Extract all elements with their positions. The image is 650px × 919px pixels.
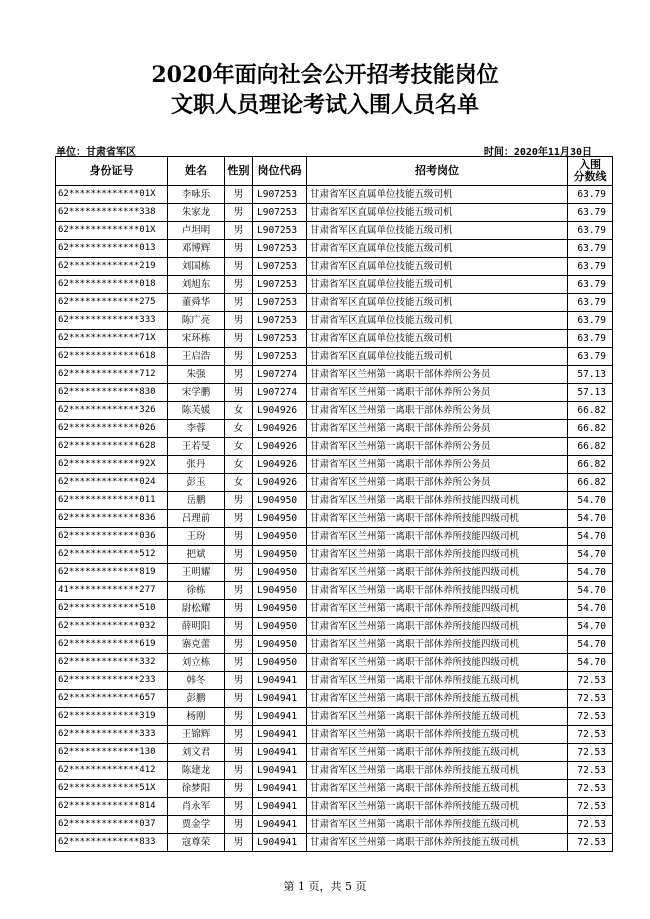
cell-gender: 男 (225, 600, 253, 618)
cell-score: 63.79 (568, 294, 613, 312)
cell-gender: 女 (225, 474, 253, 492)
cell-position: 甘肃省军区兰州第一离职干部休养所技能五级司机 (307, 798, 568, 816)
cell-score: 63.79 (568, 348, 613, 366)
cell-code: L904950 (253, 546, 307, 564)
table-row (56, 420, 613, 438)
cell-gender: 女 (225, 438, 253, 456)
cell-position: 甘肃省军区兰州第一离职干部休养所技能五级司机 (307, 780, 568, 798)
cell-code: L904950 (253, 564, 307, 582)
cell-position: 甘肃省军区直属单位技能五级司机 (307, 186, 568, 204)
header-score-line1: 入围 (579, 158, 601, 171)
cell-name: 岳鹏 (168, 492, 225, 510)
table-row (56, 204, 613, 222)
table-row (56, 402, 613, 420)
table-row (56, 186, 613, 204)
table-row (56, 654, 613, 672)
cell-name: 尉松耀 (168, 600, 225, 618)
cell-name: 把斌 (168, 546, 225, 564)
cell-id: 62*************233 (56, 672, 168, 690)
cell-id: 62*************219 (56, 258, 168, 276)
cell-id: 62*************412 (56, 762, 168, 780)
cell-id: 62*************01X (56, 222, 168, 240)
cell-position: 甘肃省军区直属单位技能五级司机 (307, 222, 568, 240)
cell-position: 甘肃省军区兰州第一离职干部休养所技能四级司机 (307, 528, 568, 546)
table-row (56, 528, 613, 546)
cell-position: 甘肃省军区直属单位技能五级司机 (307, 276, 568, 294)
cell-score: 57.13 (568, 384, 613, 402)
cell-id: 62*************032 (56, 618, 168, 636)
cell-code: L904941 (253, 708, 307, 726)
cell-gender: 男 (225, 186, 253, 204)
cell-id: 62*************338 (56, 204, 168, 222)
cell-gender: 男 (225, 708, 253, 726)
cell-position: 甘肃省军区直属单位技能五级司机 (307, 204, 568, 222)
cell-name: 贾金学 (168, 816, 225, 834)
cell-score: 63.79 (568, 240, 613, 258)
table-row (56, 726, 613, 744)
cell-score: 54.70 (568, 546, 613, 564)
cell-score: 72.53 (568, 780, 613, 798)
cell-gender: 男 (225, 546, 253, 564)
cell-id: 62*************326 (56, 402, 168, 420)
cell-score: 63.79 (568, 276, 613, 294)
cell-gender: 男 (225, 564, 253, 582)
cell-gender: 男 (225, 780, 253, 798)
cell-name: 刘文君 (168, 744, 225, 762)
table-row (56, 834, 613, 852)
table-row (56, 762, 613, 780)
table-row (56, 708, 613, 726)
cell-gender: 男 (225, 492, 253, 510)
cell-position: 甘肃省军区兰州第一离职干部休养所公务员 (307, 366, 568, 384)
cell-score: 63.79 (568, 258, 613, 276)
cell-code: L904941 (253, 762, 307, 780)
cell-code: L907274 (253, 366, 307, 384)
cell-name: 王锦辉 (168, 726, 225, 744)
cell-score: 72.53 (568, 762, 613, 780)
cell-position: 甘肃省军区直属单位技能五级司机 (307, 258, 568, 276)
cell-code: L904941 (253, 780, 307, 798)
cell-id: 62*************657 (56, 690, 168, 708)
cell-position: 甘肃省军区兰州第一离职干部休养所技能五级司机 (307, 726, 568, 744)
cell-gender: 男 (225, 654, 253, 672)
table-row (56, 672, 613, 690)
cell-id: 62*************319 (56, 708, 168, 726)
cell-id: 62*************130 (56, 744, 168, 762)
cell-position: 甘肃省军区兰州第一离职干部休养所技能四级司机 (307, 636, 568, 654)
table-row (56, 312, 613, 330)
cell-gender: 男 (225, 528, 253, 546)
cell-code: L904941 (253, 816, 307, 834)
cell-gender: 男 (225, 636, 253, 654)
cell-gender: 男 (225, 312, 253, 330)
header-id: 身份证号 (56, 157, 168, 186)
cell-gender: 男 (225, 762, 253, 780)
cell-name: 宋环栋 (168, 330, 225, 348)
cell-gender: 男 (225, 276, 253, 294)
cell-score: 72.53 (568, 672, 613, 690)
table-row (56, 780, 613, 798)
cell-name: 吕理前 (168, 510, 225, 528)
cell-id: 62*************036 (56, 528, 168, 546)
cell-name: 王明耀 (168, 564, 225, 582)
cell-position: 甘肃省军区兰州第一离职干部休养所公务员 (307, 456, 568, 474)
cell-gender: 女 (225, 420, 253, 438)
cell-name: 徐梦阳 (168, 780, 225, 798)
cell-name: 卢坦明 (168, 222, 225, 240)
cell-id: 62*************712 (56, 366, 168, 384)
cell-code: L907253 (253, 348, 307, 366)
cell-code: L904950 (253, 636, 307, 654)
cell-gender: 男 (225, 204, 253, 222)
header-score-line2: 分数线 (573, 170, 607, 183)
table-row (56, 744, 613, 762)
cell-code: L904926 (253, 456, 307, 474)
cell-gender: 男 (225, 294, 253, 312)
cell-score: 54.70 (568, 654, 613, 672)
cell-gender: 女 (225, 402, 253, 420)
cell-name: 彭鹏 (168, 690, 225, 708)
header-score (568, 157, 613, 186)
cell-code: L904950 (253, 618, 307, 636)
cell-name: 王启浩 (168, 348, 225, 366)
table-row (56, 474, 613, 492)
cell-id: 62*************814 (56, 798, 168, 816)
cell-name: 薛明阳 (168, 618, 225, 636)
cell-name: 朱家龙 (168, 204, 225, 222)
cell-gender: 男 (225, 240, 253, 258)
table-row (56, 798, 613, 816)
cell-gender: 男 (225, 222, 253, 240)
header-code: 岗位代码 (253, 157, 307, 186)
cell-id: 62*************011 (56, 492, 168, 510)
cell-code: L904926 (253, 474, 307, 492)
cell-gender: 男 (225, 618, 253, 636)
cell-id: 62*************332 (56, 654, 168, 672)
table-row (56, 366, 613, 384)
cell-score: 72.53 (568, 798, 613, 816)
cell-name: 韩冬 (168, 672, 225, 690)
cell-gender: 男 (225, 366, 253, 384)
cell-position: 甘肃省军区兰州第一离职干部休养所技能五级司机 (307, 816, 568, 834)
table-row (56, 258, 613, 276)
cell-code: L904950 (253, 654, 307, 672)
cell-gender: 男 (225, 744, 253, 762)
cell-id: 41*************277 (56, 582, 168, 600)
cell-gender: 女 (225, 456, 253, 474)
cell-name: 刘旭东 (168, 276, 225, 294)
cell-name: 刘立栋 (168, 654, 225, 672)
cell-code: L904941 (253, 672, 307, 690)
cell-gender: 男 (225, 834, 253, 852)
cell-id: 62*************833 (56, 834, 168, 852)
cell-position: 甘肃省军区兰州第一离职干部休养所技能五级司机 (307, 708, 568, 726)
cell-name: 王若旻 (168, 438, 225, 456)
cell-code: L904941 (253, 690, 307, 708)
time-label: 时间：2020年11月30日 (483, 147, 592, 158)
table-row (56, 438, 613, 456)
table-row (56, 276, 613, 294)
table-row (56, 456, 613, 474)
table-row (56, 636, 613, 654)
cell-id: 62*************819 (56, 564, 168, 582)
cell-code: L907253 (253, 258, 307, 276)
cell-name: 宋学鹏 (168, 384, 225, 402)
cell-name: 张丹 (168, 456, 225, 474)
cell-id: 62*************024 (56, 474, 168, 492)
cell-name: 李蓉 (168, 420, 225, 438)
cell-name: 寨克蕾 (168, 636, 225, 654)
cell-position: 甘肃省军区兰州第一离职干部休养所技能四级司机 (307, 510, 568, 528)
table-row (56, 222, 613, 240)
cell-name: 邓博辉 (168, 240, 225, 258)
table-row (56, 384, 613, 402)
cell-name: 董舜华 (168, 294, 225, 312)
cell-score: 63.79 (568, 330, 613, 348)
table-row (56, 816, 613, 834)
cell-name: 李咏乐 (168, 186, 225, 204)
table-row (56, 600, 613, 618)
table-row (56, 294, 613, 312)
table-row (56, 348, 613, 366)
header-gender: 性别 (225, 157, 253, 186)
cell-code: L904926 (253, 438, 307, 456)
cell-code: L907253 (253, 276, 307, 294)
cell-score: 54.70 (568, 600, 613, 618)
cell-position: 甘肃省军区兰州第一离职干部休养所技能五级司机 (307, 834, 568, 852)
cell-score: 66.82 (568, 474, 613, 492)
cell-gender: 男 (225, 330, 253, 348)
cell-position: 甘肃省军区兰州第一离职干部休养所公务员 (307, 420, 568, 438)
cell-score: 63.79 (568, 222, 613, 240)
table-row (56, 618, 613, 636)
table-row (56, 690, 613, 708)
cell-code: L904941 (253, 726, 307, 744)
cell-score: 54.70 (568, 618, 613, 636)
unit-label: 单位：甘肃省军区 (56, 147, 136, 158)
cell-code: L907253 (253, 186, 307, 204)
cell-position: 甘肃省军区兰州第一离职干部休养所公务员 (307, 384, 568, 402)
cell-code: L904941 (253, 834, 307, 852)
cell-id: 62*************018 (56, 276, 168, 294)
header-name: 姓名 (168, 157, 225, 186)
cell-position: 甘肃省军区兰州第一离职干部休养所技能四级司机 (307, 618, 568, 636)
cell-id: 62*************51X (56, 780, 168, 798)
cell-name: 陈广亮 (168, 312, 225, 330)
cell-gender: 男 (225, 258, 253, 276)
cell-name: 陈建龙 (168, 762, 225, 780)
cell-score: 66.82 (568, 438, 613, 456)
cell-score: 63.79 (568, 312, 613, 330)
cell-gender: 男 (225, 348, 253, 366)
table-header-row (56, 157, 613, 186)
cell-code: L904950 (253, 582, 307, 600)
cell-score: 66.82 (568, 456, 613, 474)
cell-score: 66.82 (568, 402, 613, 420)
cell-gender: 男 (225, 582, 253, 600)
cell-score: 72.53 (568, 708, 613, 726)
cell-code: L907253 (253, 294, 307, 312)
cell-position: 甘肃省军区直属单位技能五级司机 (307, 330, 568, 348)
cell-position: 甘肃省军区兰州第一离职干部休养所公务员 (307, 402, 568, 420)
cell-position: 甘肃省军区兰州第一离职干部休养所公务员 (307, 474, 568, 492)
cell-score: 66.82 (568, 420, 613, 438)
cell-position: 甘肃省军区兰州第一离职干部休养所技能四级司机 (307, 600, 568, 618)
cell-gender: 男 (225, 816, 253, 834)
cell-id: 62*************026 (56, 420, 168, 438)
cell-code: L904950 (253, 528, 307, 546)
cell-gender: 男 (225, 690, 253, 708)
cell-id: 62*************333 (56, 312, 168, 330)
cell-score: 72.53 (568, 816, 613, 834)
table-row (56, 492, 613, 510)
cell-id: 62*************333 (56, 726, 168, 744)
cell-score: 72.53 (568, 834, 613, 852)
cell-id: 62*************71X (56, 330, 168, 348)
header-position: 招考岗位 (307, 157, 568, 186)
cell-id: 62*************275 (56, 294, 168, 312)
cell-id: 62*************619 (56, 636, 168, 654)
cell-position: 甘肃省军区兰州第一离职干部休养所公务员 (307, 438, 568, 456)
page-title-line2: 文职人员理论考试入围人员名单 (170, 92, 479, 118)
cell-score: 54.70 (568, 636, 613, 654)
cell-position: 甘肃省军区兰州第一离职干部休养所技能四级司机 (307, 564, 568, 582)
cell-gender: 男 (225, 384, 253, 402)
cell-position: 甘肃省军区兰州第一离职干部休养所技能五级司机 (307, 672, 568, 690)
table-row (56, 582, 613, 600)
cell-score: 54.70 (568, 582, 613, 600)
cell-position: 甘肃省军区兰州第一离职干部休养所技能四级司机 (307, 582, 568, 600)
table-row (56, 546, 613, 564)
cell-position: 甘肃省军区兰州第一离职干部休养所技能五级司机 (307, 762, 568, 780)
cell-score: 72.53 (568, 690, 613, 708)
cell-position: 甘肃省军区兰州第一离职干部休养所技能五级司机 (307, 690, 568, 708)
cell-id: 62*************618 (56, 348, 168, 366)
cell-code: L904941 (253, 798, 307, 816)
cell-gender: 男 (225, 510, 253, 528)
cell-gender: 男 (225, 672, 253, 690)
cell-name: 杨刚 (168, 708, 225, 726)
cell-code: L907253 (253, 330, 307, 348)
cell-name: 王玢 (168, 528, 225, 546)
cell-name: 刘国栋 (168, 258, 225, 276)
cell-gender: 男 (225, 726, 253, 744)
cell-name: 寇尊荣 (168, 834, 225, 852)
page-footer: 第 1 页，共 5 页 (283, 880, 367, 893)
cell-code: L904950 (253, 492, 307, 510)
cell-score: 57.13 (568, 366, 613, 384)
table-row (56, 240, 613, 258)
cell-score: 72.53 (568, 726, 613, 744)
cell-gender: 男 (225, 798, 253, 816)
cell-code: L907253 (253, 222, 307, 240)
candidate-table (55, 156, 613, 852)
cell-code: L904926 (253, 402, 307, 420)
table-row (56, 330, 613, 348)
cell-code: L904950 (253, 510, 307, 528)
cell-position: 甘肃省军区直属单位技能五级司机 (307, 312, 568, 330)
table-row (56, 510, 613, 528)
cell-id: 62*************037 (56, 816, 168, 834)
cell-position: 甘肃省军区直属单位技能五级司机 (307, 348, 568, 366)
cell-position: 甘肃省军区兰州第一离职干部休养所技能四级司机 (307, 546, 568, 564)
cell-id: 62*************92X (56, 456, 168, 474)
cell-score: 63.79 (568, 204, 613, 222)
cell-code: L907253 (253, 240, 307, 258)
cell-name: 肖永军 (168, 798, 225, 816)
cell-score: 54.70 (568, 564, 613, 582)
cell-code: L904941 (253, 744, 307, 762)
cell-id: 62*************01X (56, 186, 168, 204)
cell-name: 徐栋 (168, 582, 225, 600)
cell-code: L907274 (253, 384, 307, 402)
cell-score: 54.70 (568, 510, 613, 528)
cell-score: 54.70 (568, 528, 613, 546)
cell-name: 朱强 (168, 366, 225, 384)
cell-id: 62*************628 (56, 438, 168, 456)
cell-position: 甘肃省军区兰州第一离职干部休养所技能四级司机 (307, 492, 568, 510)
cell-position: 甘肃省军区兰州第一离职干部休养所技能五级司机 (307, 744, 568, 762)
page-title-line1: 2020年面向社会公开招考技能岗位 (151, 62, 499, 88)
cell-name: 陈芙媛 (168, 402, 225, 420)
table-row (56, 564, 613, 582)
cell-id: 62*************830 (56, 384, 168, 402)
cell-position: 甘肃省军区直属单位技能五级司机 (307, 240, 568, 258)
cell-position: 甘肃省军区兰州第一离职干部休养所技能四级司机 (307, 654, 568, 672)
cell-score: 63.79 (568, 186, 613, 204)
cell-id: 62*************836 (56, 510, 168, 528)
cell-id: 62*************013 (56, 240, 168, 258)
cell-code: L904926 (253, 420, 307, 438)
cell-code: L907253 (253, 204, 307, 222)
cell-position: 甘肃省军区直属单位技能五级司机 (307, 294, 568, 312)
cell-name: 彭玉 (168, 474, 225, 492)
cell-id: 62*************512 (56, 546, 168, 564)
cell-id: 62*************510 (56, 600, 168, 618)
cell-code: L907253 (253, 312, 307, 330)
cell-score: 72.53 (568, 744, 613, 762)
cell-score: 54.70 (568, 492, 613, 510)
cell-code: L904950 (253, 600, 307, 618)
